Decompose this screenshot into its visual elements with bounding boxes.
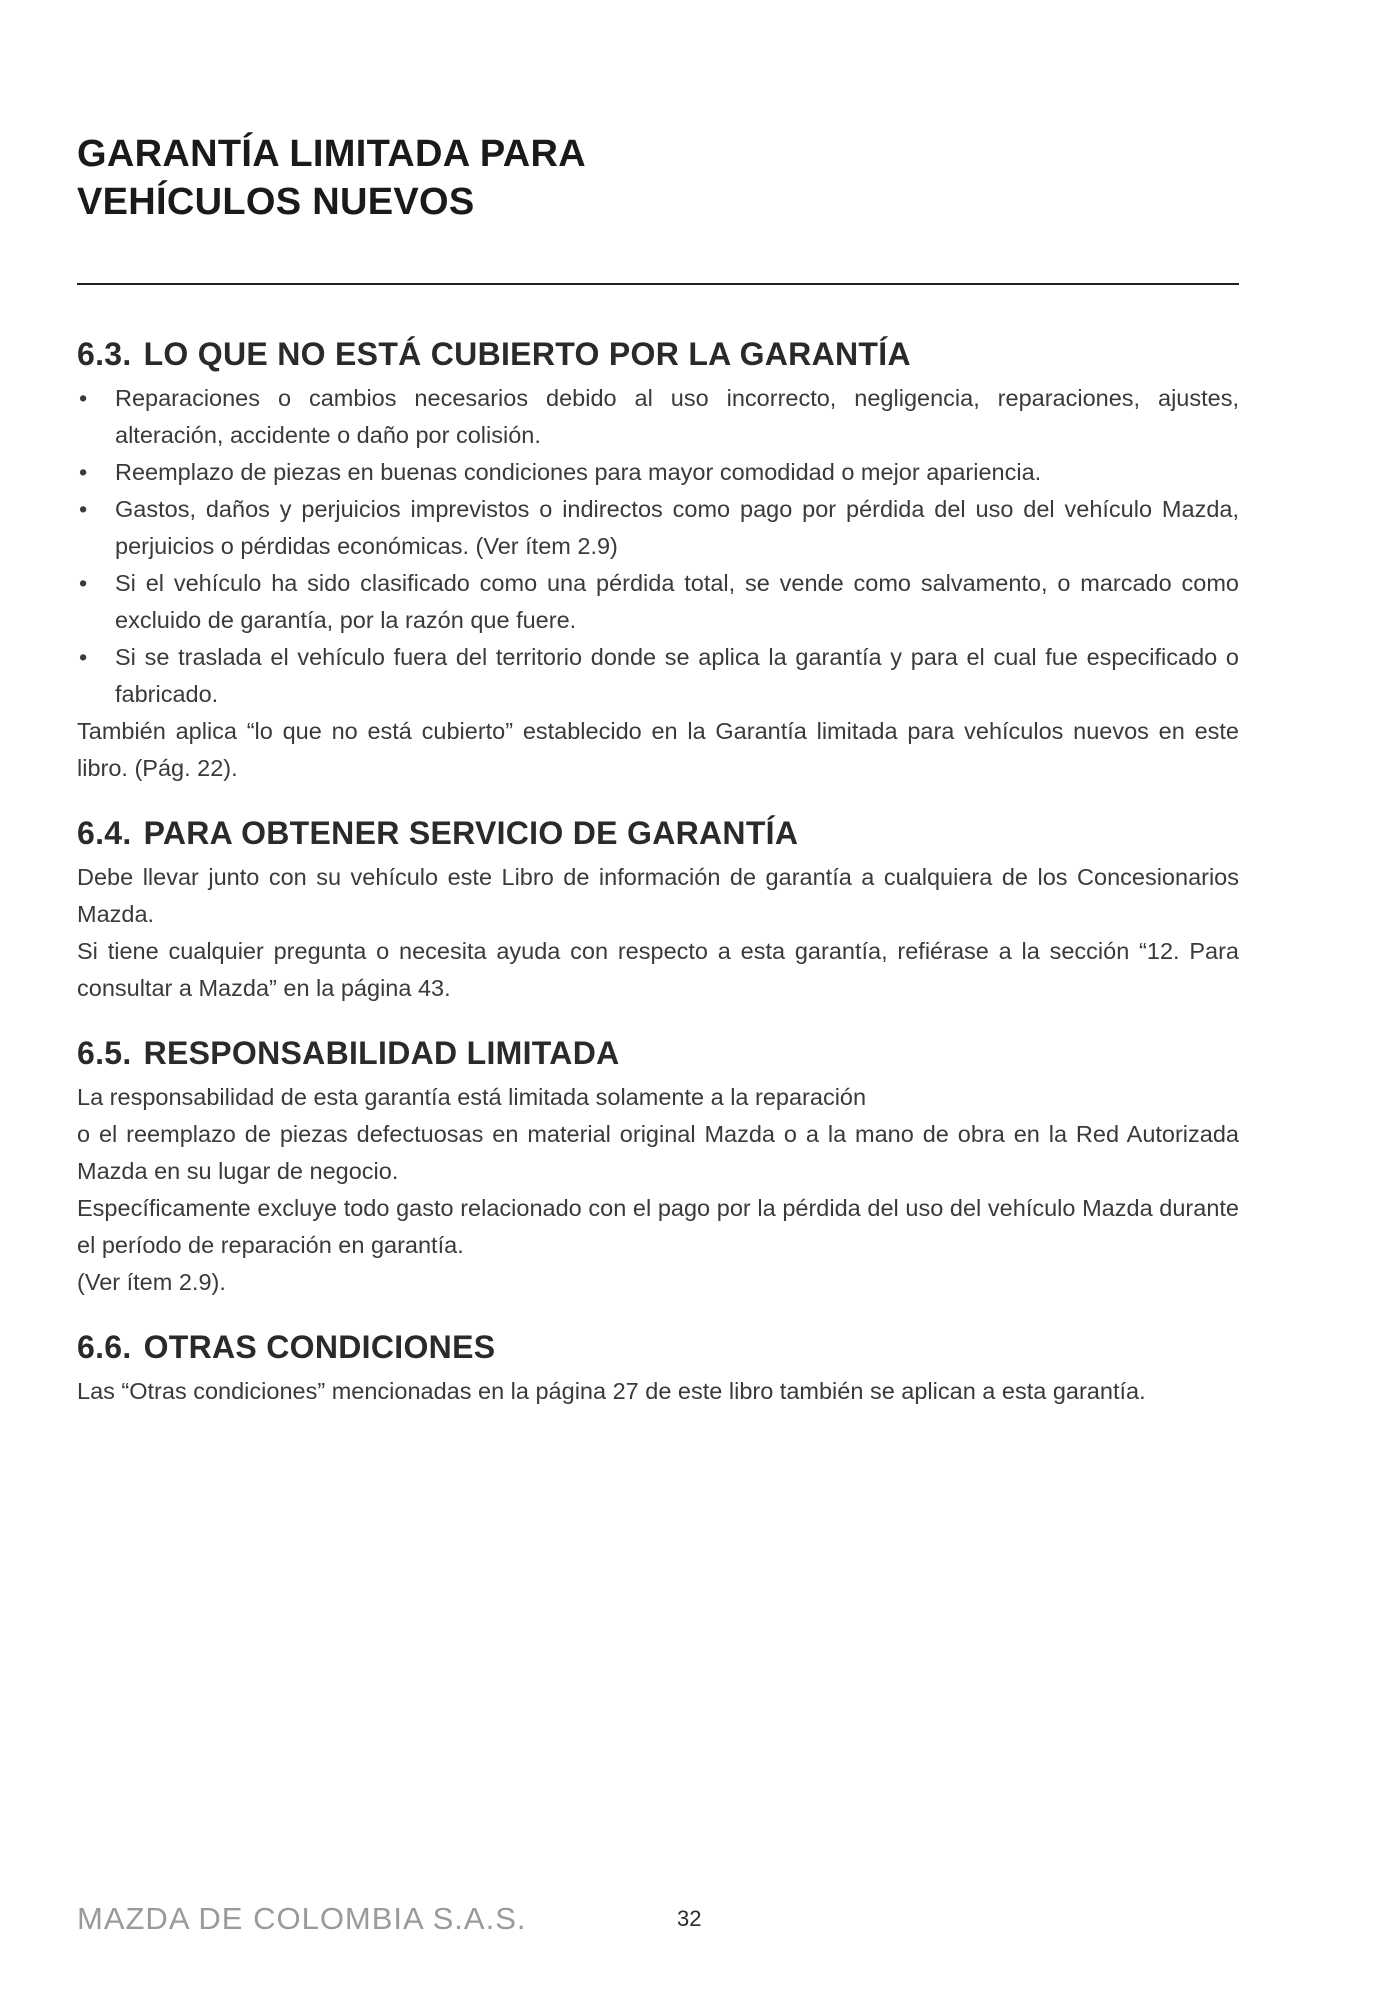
list-item: • Reemplazo de piezas en buenas condiciones para mayor comodidad o mejor apariencia. — [77, 454, 1239, 491]
list-item: • Gastos, daños y perjuicios imprevistos o indirectos como pago por pérdida del uso del vehículo Mazda, perjuicios o pérdidas económicas. (Ver ítem 2.9) — [77, 491, 1239, 565]
section-6-5 — [77, 1031, 1239, 1301]
list-item: • Reparaciones o cambios necesarios debido al uso incorrecto, negligencia, reparaciones, ajustes, alteración, accidente o daño por colisión. — [77, 380, 1239, 454]
paragraph: También aplica “lo que no está cubierto” establecido en la Garantía limitada para vehículos nuevos en este libro. (Pág. 22). — [77, 718, 1239, 781]
paragraph: o el reemplazo de piezas defectuosas en material original Mazda o a la mano de obra en la Red Autorizada Mazda en su lugar de negocio. — [77, 1121, 1239, 1184]
section-title: PARA OBTENER SERVICIO DE GARANTÍA — [143, 815, 799, 851]
section-number: 6.4. — [77, 815, 132, 851]
section-6-4 — [77, 811, 1239, 1007]
paragraph: Las “Otras condiciones” mencionadas en la página 27 de este libro también se aplican a esta garantía. — [77, 1378, 1146, 1404]
page-title-line-2: VEHÍCULOS NUEVOS — [77, 181, 475, 223]
section-title: RESPONSABILIDAD LIMITADA — [143, 1035, 620, 1071]
paragraph: Debe llevar junto con su vehículo este Libro de información de garantía a cualquiera de los Concesionarios Mazda. — [77, 864, 1239, 927]
paragraph: Específicamente excluye todo gasto relacionado con el pago por la pérdida del uso del vehículo Mazda durante el período de reparación en garantía. — [77, 1195, 1239, 1258]
section-number: 6.5. — [77, 1035, 132, 1071]
exclusions-list — [77, 380, 1239, 713]
section-number: 6.6. — [77, 1329, 132, 1365]
section-heading — [77, 1325, 1239, 1369]
section-heading — [77, 811, 1239, 855]
page-number: 32 — [677, 1906, 702, 1931]
section-title: LO QUE NO ESTÁ CUBIERTO POR LA GARANTÍA — [143, 336, 911, 372]
page-title-line-1: GARANTÍA LIMITADA PARA — [77, 133, 586, 175]
page-footer — [77, 1897, 1239, 1941]
list-item: • Si se traslada el vehículo fuera del territorio donde se aplica la garantía y para el cual fue especificado o fabricado. — [77, 639, 1239, 713]
section-6-6 — [77, 1325, 1239, 1410]
section-number: 6.3. — [77, 336, 132, 372]
section-title: OTRAS CONDICIONES — [143, 1329, 496, 1365]
section-6-3 — [77, 332, 1239, 787]
title-divider — [77, 283, 1239, 285]
page-title — [77, 130, 586, 226]
paragraph: (Ver ítem 2.9). — [77, 1269, 226, 1295]
footer-brand: MAZDA DE COLOMBIA S.A.S. — [77, 1901, 527, 1936]
document-body — [77, 332, 1239, 1434]
section-heading — [77, 1031, 1239, 1075]
list-item: • Si el vehículo ha sido clasificado como una pérdida total, se vende como salvamento, o marcado como excluido de garantía, por la razón que fuere. — [77, 565, 1239, 639]
paragraph: La responsabilidad de esta garantía está limitada solamente a la reparación — [77, 1084, 867, 1110]
paragraph: Si tiene cualquier pregunta o necesita ayuda con respecto a esta garantía, refiérase a la sección “12. Para consultar a Mazda” en la página 43. — [77, 938, 1239, 1001]
section-heading — [77, 332, 1239, 376]
